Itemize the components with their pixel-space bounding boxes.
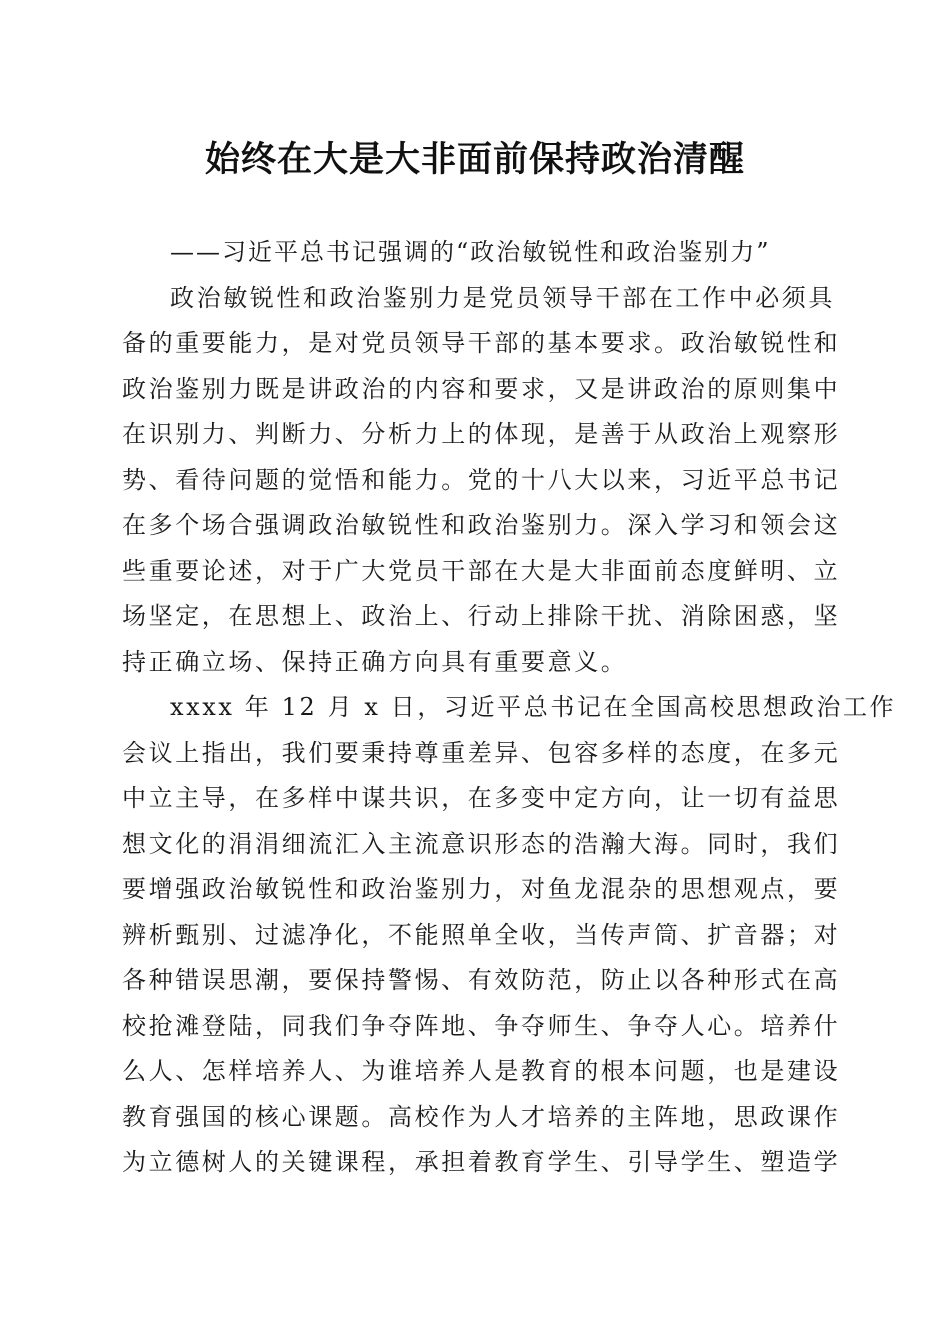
paragraph-line: 在识别力、判断力、分析力上的体现，是善于从政治上观察形 [122, 420, 841, 448]
paragraph-line: 中立主导，在多样中谋共识，在多变中定方向，让一切有益思 [122, 784, 841, 812]
paragraph-line: 为立德树人的关键课程，承担着教育学生、引导学生、塑造学 [122, 1148, 841, 1176]
paragraph-line: 校抢滩登陆，同我们争夺阵地、争夺师生、争夺人心。培养什 [122, 1011, 841, 1040]
document-subtitle: ——习近平总书记强调的“政治敏锐性和政治鉴别力” [170, 238, 771, 266]
document-title: 始终在大是大非面前保持政治清醒 [204, 139, 745, 180]
paragraph-line: 在多个场合强调政治敏锐性和政治鉴别力。深入学习和领会这 [122, 511, 841, 539]
paragraph-line: 势、看待问题的觉悟和能力。党的十八大以来，习近平总书记 [122, 465, 841, 494]
paragraph-line: 持正确立场、保持正确方向具有重要意义。 [122, 647, 628, 676]
paragraph-line: 辨析甄别、过滤净化，不能照单全收，当传声筒、扩音器；对 [122, 920, 841, 949]
document-body [122, 230, 897, 1186]
paragraph-line: 政治鉴别力既是讲政治的内容和要求，又是讲政治的原则集中 [122, 374, 841, 403]
paragraph-line: 各种错误思潮，要保持警惕、有效防范，防止以各种形式在高 [122, 966, 841, 994]
paragraph-line: 要增强政治敏锐性和政治鉴别力，对鱼龙混杂的思想观点，要 [122, 875, 841, 903]
paragraph-line: 么人、怎样培养人、为谁培养人是教育的根本问题，也是建设 [122, 1057, 841, 1085]
paragraph-line: 些重要论述，对于广大党员干部在大是大非面前态度鲜明、立 [122, 556, 841, 585]
paragraph-line: 政治敏锐性和政治鉴别力是党员领导干部在工作中必须具 [170, 283, 835, 312]
paragraph-line: 教育强国的核心课题。高校作为人才培养的主阵地，思政课作 [122, 1102, 841, 1131]
paragraph-line: 备的重要能力，是对党员领导干部的基本要求。政治敏锐性和 [122, 329, 841, 357]
paragraph-line: 想文化的涓涓细流汇入主流意识形态的浩瀚大海。同时，我们 [122, 829, 841, 858]
paragraph-line: 场坚定，在思想上、政治上、行动上排除干扰、消除困惑，坚 [122, 602, 841, 630]
paragraph-line: 会议上指出，我们要秉持尊重差异、包容多样的态度，在多元 [122, 738, 841, 767]
paragraph-line: xxxx 年 12 月 x 日，习近平总书记在全国高校思想政治工作 [170, 693, 897, 721]
